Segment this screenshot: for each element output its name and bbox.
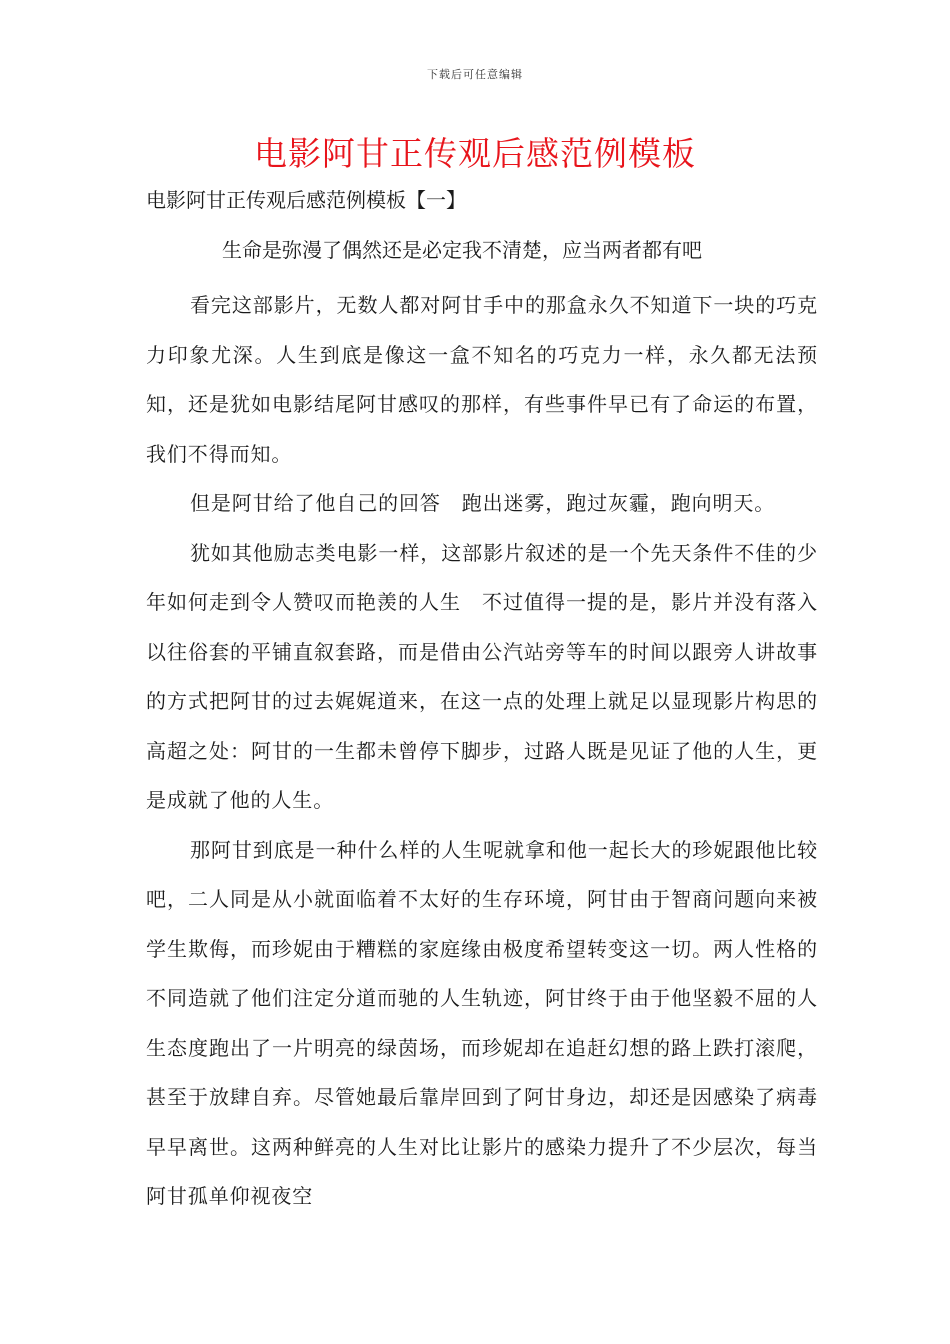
header-note: 下载后可任意编辑 <box>427 68 523 81</box>
document-subtitle: 电影阿甘正传观后感范例模板【一】 <box>146 188 466 212</box>
document-body <box>146 281 818 1222</box>
paragraph: 犹如其他励志类电影一样，这部影片叙述的是一个先天条件不佳的少年如何走到令人赞叹而艳羡的人生 不过值得一提的是，影片并没有落入以往俗套的平铺直叙套路，而是借由公汽站旁等车的时间以跟旁人讲故事的方式把阿甘的过去娓娓道来，在这一点的处理上就足以显现影片构思的高超之处：阿甘的一生都未曾停下脚步，过路人既是见证了他的人生，更是成就了他的人生。 <box>146 540 818 812</box>
document-title: 电影阿甘正传观后感范例模板 <box>254 134 696 173</box>
paragraph: 看完这部影片，无数人都对阿甘手中的那盒永久不知道下一块的巧克力印象尤深。人生到底是像这一盒不知名的巧克力一样，永久都无法预知，还是犹如电影结尾阿甘感叹的那样，有些事件早已有了命运的布置，我们不得而知。 <box>146 293 818 466</box>
lead-sentence: 生命是弥漫了偶然还是必定我不清楚，应当两者都有吧 <box>222 238 702 262</box>
paragraph: 那阿甘到底是一种什么样的人生呢就拿和他一起长大的珍妮跟他比较吧，二人同是从小就面临着不太好的生存环境，阿甘由于智商问题向来被学生欺侮，而珍妮由于糟糕的家庭缘由极度希望转变这一切。两人性格的不同造就了他们注定分道而驰的人生轨迹，阿甘终于由于他坚毅不屈的人生态度跑出了一片明亮的绿茵场，而珍妮却在追赶幻想的路上跌打滚爬，甚至于放肆自弃。尽管她最后靠岸回到了阿甘身边，却还是因感染了病毒早早离世。这两种鲜亮的人生对比让影片的感染力提升了不少层次，每当阿甘孤单仰视夜空 <box>146 837 818 1208</box>
paragraph: 但是阿甘给了他自己的回答 跑出迷雾，跑过灰霾，跑向明天。 <box>190 491 776 515</box>
